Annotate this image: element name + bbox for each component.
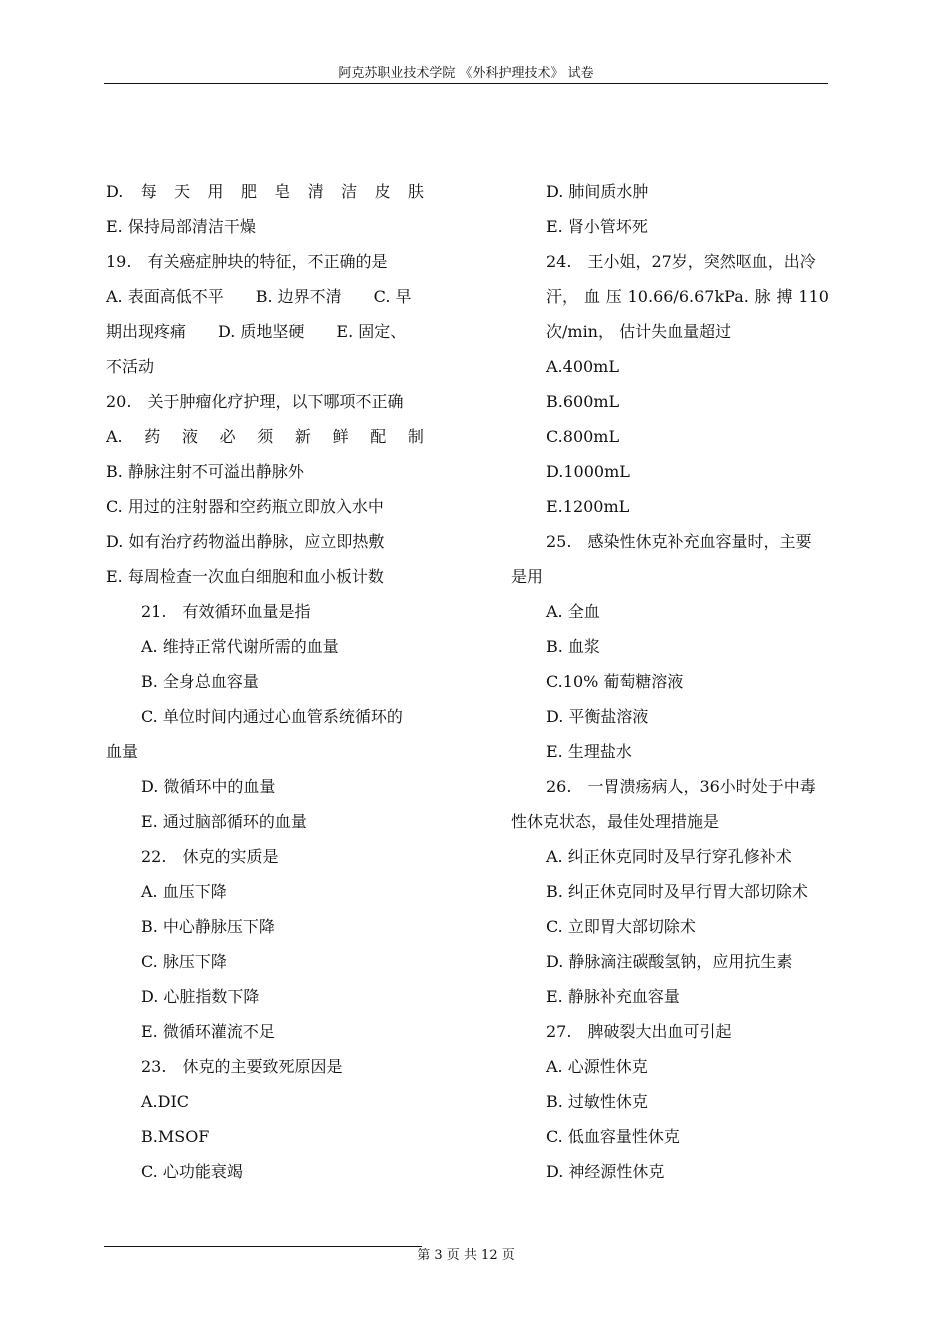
text-token: 清 bbox=[307, 182, 324, 201]
text-line: C. 低血容量性休克 bbox=[546, 1127, 680, 1146]
text-line: 次/min， 估计失血量超过 bbox=[546, 322, 732, 341]
text-line: B. 过敏性休克 bbox=[546, 1092, 648, 1111]
text-line: D. 心脏指数下降 bbox=[141, 987, 260, 1006]
text-line: 25. 感染性休克补充血容量时，主要 bbox=[546, 532, 812, 551]
text-token: 脉 bbox=[754, 287, 771, 306]
text-line: 不活动 bbox=[106, 357, 155, 376]
text-line: C.800mL bbox=[546, 427, 620, 446]
text-line: E. 肾小管坏死 bbox=[546, 217, 648, 236]
right-column bbox=[511, 174, 829, 1189]
text-line: C. 脉压下降 bbox=[141, 952, 227, 971]
text-line: 27. 脾破裂大出血可引起 bbox=[546, 1022, 732, 1041]
text-token: 肤 bbox=[407, 182, 424, 201]
text-line: A. 全血 bbox=[546, 602, 600, 621]
header-rule bbox=[104, 83, 828, 84]
text-line: B. 纠正休克同时及早行胃大部切除术 bbox=[546, 882, 808, 901]
text-line: E. 通过脑部循环的血量 bbox=[141, 812, 307, 831]
text-line: D. 肺间质水肿 bbox=[546, 182, 649, 201]
text-line: A. 表面高低不平 B. 边界不清 C. 早 bbox=[106, 287, 412, 306]
text-token: 必 bbox=[219, 427, 236, 446]
text-token: 制 bbox=[407, 427, 424, 446]
text-token: 用 bbox=[207, 182, 224, 201]
text-line: B. 中心静脉压下降 bbox=[141, 917, 275, 936]
text-line: D. 神经源性休克 bbox=[546, 1162, 665, 1181]
text-line: C. 用过的注射器和空药瓶立即放入水中 bbox=[106, 497, 384, 516]
text-line bbox=[511, 279, 829, 314]
text-token: 压 bbox=[605, 287, 622, 306]
text-line: C.10% 葡萄糖溶液 bbox=[546, 672, 684, 691]
text-token: A. bbox=[106, 427, 123, 446]
text-line: 21. 有效循环血量是指 bbox=[141, 602, 311, 621]
text-line: 23. 休克的主要致死原因是 bbox=[141, 1057, 343, 1076]
left-column bbox=[106, 174, 424, 1189]
text-line: B. 血浆 bbox=[546, 637, 600, 656]
text-line: 24. 王小姐，27岁，突然呕血，出冷 bbox=[546, 252, 816, 271]
text-line: D. 平衡盐溶液 bbox=[546, 707, 649, 726]
text-line: D.1000mL bbox=[546, 462, 630, 481]
text-line: D. 如有治疗药物溢出静脉，应立即热敷 bbox=[106, 532, 385, 551]
text-line bbox=[106, 419, 424, 454]
text-line: B. 全身总血容量 bbox=[141, 672, 259, 691]
text-token: 每 bbox=[140, 182, 157, 201]
text-line: C. 心功能衰竭 bbox=[141, 1162, 243, 1181]
text-token: 搏 bbox=[776, 287, 793, 306]
text-line: 26. 一胃溃疡病人，36小时处于中毒 bbox=[546, 777, 816, 796]
text-line: 血量 bbox=[106, 742, 139, 761]
page-header: 阿克苏职业技术学院 《外科护理技术》 试卷 bbox=[338, 66, 594, 81]
text-token: 汗， bbox=[546, 287, 579, 306]
text-token: 天 bbox=[174, 182, 191, 201]
text-line bbox=[106, 174, 424, 209]
text-line: E. 生理盐水 bbox=[546, 742, 632, 761]
text-token: 110 bbox=[798, 287, 829, 306]
text-token: 血 bbox=[583, 287, 600, 306]
text-line: E. 保持局部清洁干燥 bbox=[106, 217, 256, 236]
text-line: E. 静脉补充血容量 bbox=[546, 987, 680, 1006]
text-line: A. 维持正常代谢所需的血量 bbox=[141, 637, 339, 656]
text-token: 皂 bbox=[274, 182, 291, 201]
text-line: A. 纠正休克同时及早行穿孔修补术 bbox=[546, 847, 792, 866]
text-token: 药 bbox=[144, 427, 161, 446]
text-line: D. 微循环中的血量 bbox=[141, 777, 276, 796]
text-token: D. bbox=[106, 182, 124, 201]
text-line: D. 静脉滴注碳酸氢钠，应用抗生素 bbox=[546, 952, 793, 971]
text-token: 10.66/6.67kPa. bbox=[627, 287, 749, 306]
text-line: 期出现疼痛 D. 质地坚硬 E. 固定、 bbox=[106, 322, 407, 341]
text-line: C. 单位时间内通过心血管系统循环的 bbox=[141, 707, 403, 726]
text-line: A. 心源性休克 bbox=[546, 1057, 648, 1076]
text-line: E. 微循环灌流不足 bbox=[141, 1022, 275, 1041]
text-line: B.600mL bbox=[546, 392, 620, 411]
page-number: 第 3 页 共 12 页 bbox=[417, 1248, 515, 1263]
text-token: 鲜 bbox=[332, 427, 349, 446]
text-line: 性休克状态，最佳处理措施是 bbox=[511, 812, 720, 831]
footer-rule bbox=[104, 1246, 422, 1247]
text-line: C. 立即胃大部切除术 bbox=[546, 917, 696, 936]
text-token: 配 bbox=[370, 427, 387, 446]
text-line: E.1200mL bbox=[546, 497, 630, 516]
text-line: A.400mL bbox=[546, 357, 619, 376]
text-token: 皮 bbox=[374, 182, 391, 201]
text-line: B.MSOF bbox=[141, 1127, 210, 1146]
text-line: B. 静脉注射不可溢出静脉外 bbox=[106, 462, 304, 481]
text-line: 22. 休克的实质是 bbox=[141, 847, 279, 866]
text-line: 19. 有关癌症肿块的特征，不正确的是 bbox=[106, 252, 388, 271]
text-line: A. 血压下降 bbox=[141, 882, 227, 901]
text-line: A.DIC bbox=[141, 1092, 190, 1111]
text-line: E. 每周检查一次血白细胞和血小板计数 bbox=[106, 567, 384, 586]
text-line: 是用 bbox=[511, 567, 544, 586]
text-token: 须 bbox=[257, 427, 274, 446]
text-token: 洁 bbox=[341, 182, 358, 201]
text-line: 20. 关于肿瘤化疗护理，以下哪项不正确 bbox=[106, 392, 404, 411]
text-token: 肥 bbox=[240, 182, 257, 201]
text-token: 液 bbox=[181, 427, 198, 446]
text-token: 新 bbox=[294, 427, 311, 446]
